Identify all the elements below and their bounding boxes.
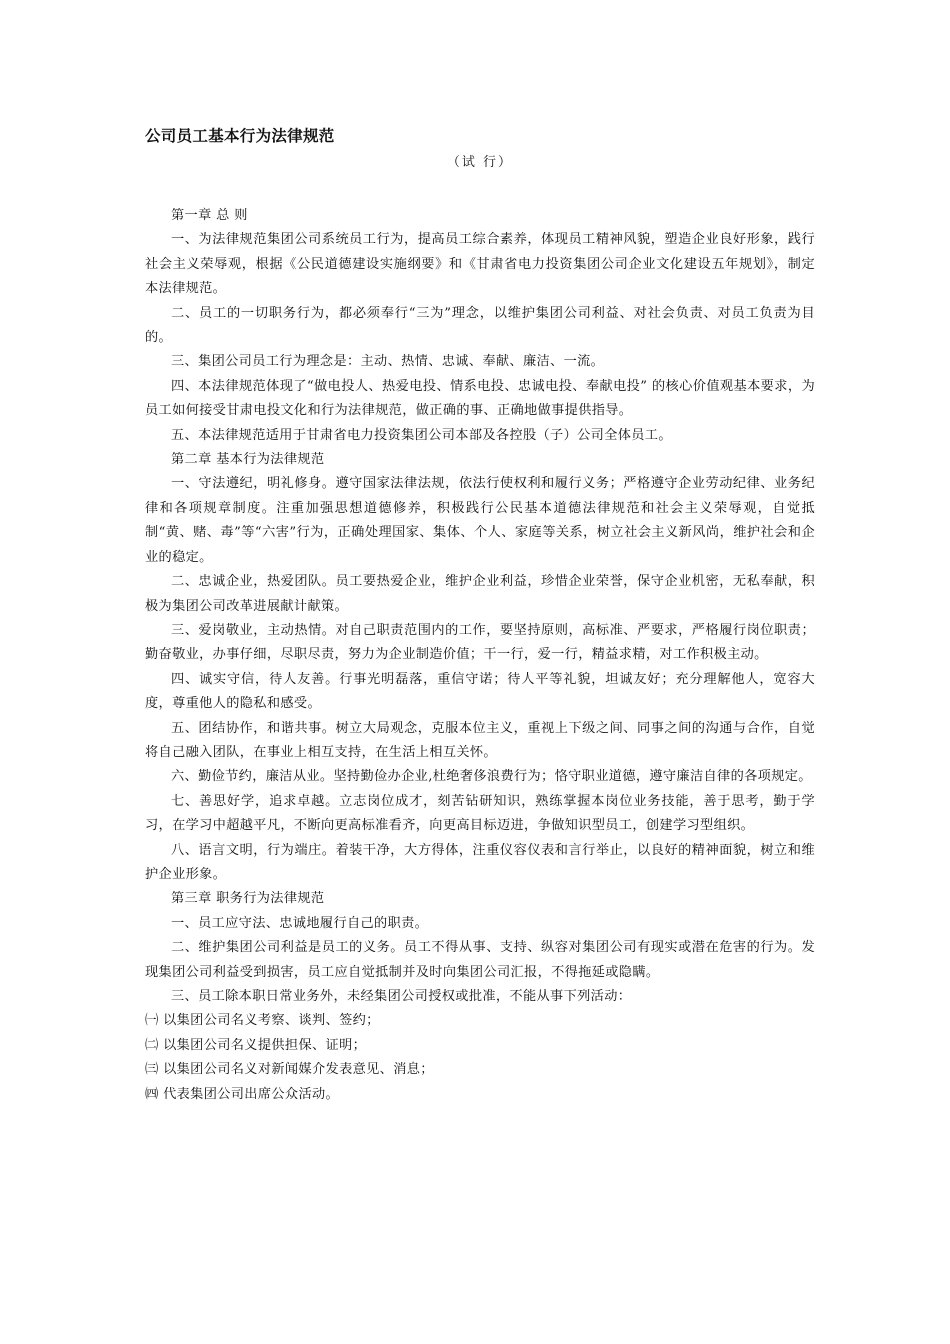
paragraph: 四、诚实守信，待人友善。行事光明磊落，重信守诺；待人平等礼貌，坦诚友好；充分理解他人，宽容大度，尊重他人的隐私和感受。 xyxy=(145,671,815,712)
list-item: ㈣ 代表集团公司出席公众活动。 xyxy=(145,1086,340,1102)
paragraph: 三、爱岗敬业，主动热情。对自己职责范围内的工作，要坚持原则，高标准、严要求，严格履行岗位职责；勤奋敬业，办事仔细，尽职尽责，努力为企业制造价值；干一行，爱一行，精益求精，对工作积极主动。 xyxy=(145,622,815,663)
paragraph: 三、集团公司员工行为理念是：主动、热情、忠诚、奉献、廉洁、一流。 xyxy=(171,354,605,370)
paragraph: 二、员工的一切职务行为，都必须奉行“三为”理念，以维护集团公司利益、对社会负责、对员工负责为目的。 xyxy=(145,305,815,346)
paragraph: 七、善思好学，追求卓越。立志岗位成才，刻苦钻研知识，熟练掌握本岗位业务技能，善于思考，勤于学习，在学习中超越平凡，不断向更高标准看齐，向更高目标迈进，争做知识型员工，创建学习型组织。 xyxy=(145,793,815,834)
paragraph: 一、为法律规范集团公司系统员工行为，提高员工综合素养，体现员工精神风貌，塑造企业良好形象，践行社会主义荣辱观，根据《公民道德建设实施纲要》和《甘肃省电力投资集团公司企业文化建设五年规划》，制定本法律规范。 xyxy=(145,232,815,297)
paragraph: 一、员工应守法、忠诚地履行自己的职责。 xyxy=(171,915,429,931)
list-item: ㈢ 以集团公司名义对新闻媒介发表意见、消息； xyxy=(145,1062,434,1078)
paragraph: 二、维护集团公司利益是员工的义务。员工不得从事、支持、纵容对集团公司有现实或潜在危害的行为。发现集团公司利益受到损害，员工应自觉抵制并及时向集团公司汇报，不得拖延或隐瞒。 xyxy=(145,940,815,980)
paragraph: 一、守法遵纪，明礼修身。遵守国家法律法规，依法行使权利和履行义务；严格遵守企业劳动纪律、业务纪律和各项规章制度。注重加强思想道德修养，积极践行公民基本道德法律规范和社会主义荣辱观，自觉抵制“黄、赌、毒”等“六害”行为，正确处理国家、集体、个人、家庭等关系，树立社会主义新风尚，维护社会和企业的稳定。 xyxy=(145,476,815,565)
list-item: ㈡ 以集团公司名义提供担保、证明； xyxy=(145,1037,367,1053)
paragraph: 二、忠诚企业，热爱团队。员工要热爱企业，维护企业利益，珍惜企业荣誉，保守企业机密，无私奉献，积极为集团公司改革进展献计献策。 xyxy=(145,574,815,614)
paragraph: 五、团结协作，和谐共事。树立大局观念，克服本位主义，重视上下级之间、同事之间的沟通与合作，自觉将自己融入团队，在事业上相互支持，在生活上相互关怀。 xyxy=(145,720,815,760)
chapter-heading: 第三章 职务行为法律规范 xyxy=(171,891,325,907)
paragraph: 六、勤俭节约，廉洁从业。坚持勤俭办企业,杜绝奢侈浪费行为；恪守职业道德，遵守廉洁自律的各项规定。 xyxy=(171,769,812,785)
document-subtitle: （试 行） xyxy=(446,155,514,170)
chapter-heading: 第一章 总 则 xyxy=(171,208,248,223)
paragraph: 四、本法律规范体现了“做电投人、热爱电投、情系电投、忠诚电投、奉献电投” 的核心价值观基本要求，为员工如何接受甘肃电投文化和行为法律规范，做正确的事、正确地做事提供指导。 xyxy=(145,378,815,419)
document-page xyxy=(145,124,815,1107)
chapter-heading: 第二章 基本行为法律规范 xyxy=(171,452,325,468)
paragraph: 五、本法律规范适用于甘肃省电力投资集团公司本部及各控股（子）公司全体员工。 xyxy=(171,427,672,443)
document-body xyxy=(145,204,815,1107)
paragraph: 八、语言文明，行为端庄。着装干净，大方得体，注重仪容仪表和言行举止，以良好的精神面貌，树立和维护企业形象。 xyxy=(145,842,815,882)
list-item: ㈠ 以集团公司名义考察、谈判、签约； xyxy=(145,1013,380,1029)
paragraph: 三、员工除本职日常业务外，未经集团公司授权或批准，不能从事下列活动： xyxy=(171,989,632,1004)
document-title: 公司员工基本行为法律规范 xyxy=(145,127,335,145)
